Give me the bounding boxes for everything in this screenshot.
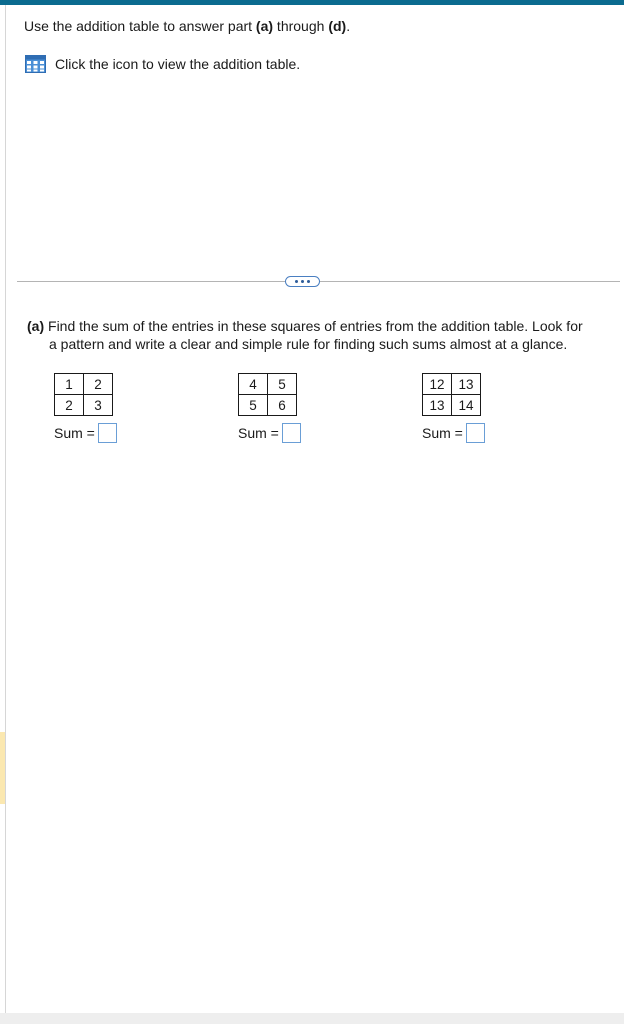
table-cell: 2 [84, 374, 113, 395]
sum-label: Sum = [422, 425, 463, 441]
table-cell: 3 [84, 395, 113, 416]
table-row [55, 374, 113, 395]
table-cell: 13 [423, 395, 452, 416]
entry-square-3 [422, 373, 481, 416]
question-a-text-line1: Find the sum of the entries in these squares of entries from the addition table. Look for [44, 318, 583, 334]
sum-label: Sum = [238, 425, 279, 441]
sum-label: Sum = [54, 425, 95, 441]
left-border [5, 5, 6, 1013]
table-cell: 12 [423, 374, 452, 395]
sum-row-3 [422, 422, 485, 444]
sum-answer-input-1[interactable] [98, 423, 117, 443]
table-row [423, 374, 481, 395]
sum-answer-input-2[interactable] [282, 423, 301, 443]
instruction-text [24, 17, 350, 35]
table-cell: 14 [452, 395, 481, 416]
addition-table-link[interactable] [25, 55, 300, 73]
question-a-text-line2: a pattern and write a clear and simple rule for finding such sums almost at a glance. [49, 335, 568, 352]
question-a-label: (a) [27, 318, 45, 334]
table-cell: 6 [268, 395, 297, 416]
expand-button[interactable] [285, 276, 320, 287]
entry-square-1 [54, 373, 113, 416]
table-cell: 1 [55, 374, 84, 395]
instruction-prefix: Use the addition table to answer part [24, 18, 256, 34]
table-cell: 4 [239, 374, 268, 395]
sum-row-2 [238, 422, 301, 444]
left-scroll-marker [0, 732, 5, 804]
table-row [55, 395, 113, 416]
bottom-bar [0, 1013, 624, 1024]
table-cell: 2 [55, 395, 84, 416]
sum-row-1 [54, 422, 117, 444]
entry-square-2 [238, 373, 297, 416]
instruction-middle: through [273, 18, 329, 34]
table-row [239, 395, 297, 416]
grid-table-icon[interactable] [25, 55, 46, 73]
table-cell: 13 [452, 374, 481, 395]
question-a [27, 318, 612, 353]
table-cell: 5 [268, 374, 297, 395]
instruction-part-d: (d) [328, 18, 347, 34]
table-row [423, 395, 481, 416]
table-row [239, 374, 297, 395]
sum-answer-input-3[interactable] [466, 423, 485, 443]
addition-table-link-label[interactable]: Click the icon to view the addition table. [55, 56, 301, 72]
ellipsis-icon [295, 280, 298, 283]
table-cell: 5 [239, 395, 268, 416]
instruction-part-a: (a) [255, 18, 274, 34]
instruction-end: . [346, 18, 351, 34]
top-accent-bar [0, 0, 624, 5]
